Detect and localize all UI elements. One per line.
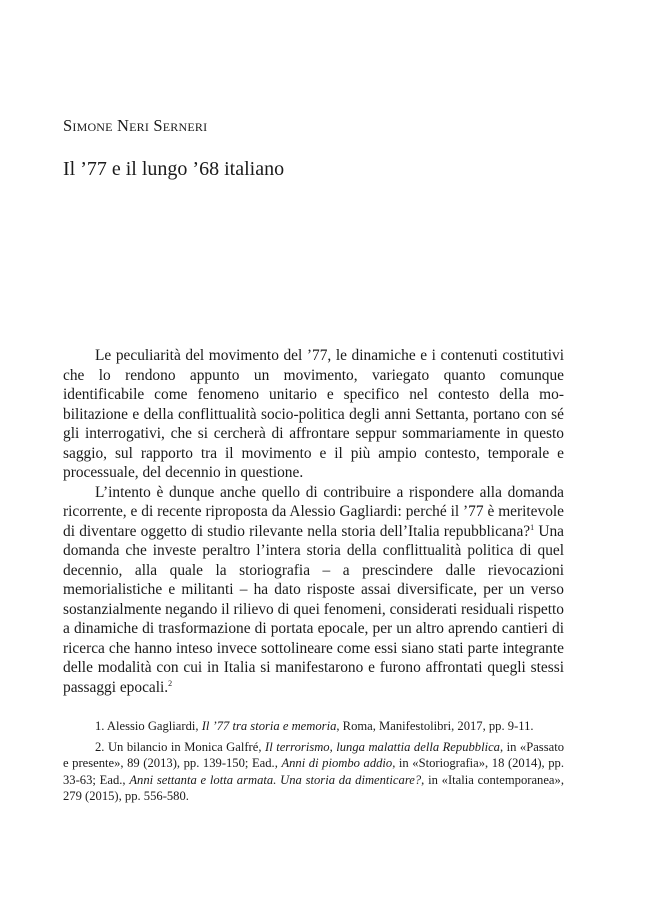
footnote-2-text-a: 2. Un bilancio in Monica Galfré, xyxy=(95,739,265,754)
paragraph-2 xyxy=(63,483,564,698)
footnotes xyxy=(63,718,564,809)
footnote-ref-2[interactable]: 2 xyxy=(168,678,173,688)
footnote-2-text-d: , in «Italia contemporanea», 279 (2015), pp. 556-580. xyxy=(63,772,564,804)
body-text xyxy=(63,346,564,697)
footnote-2-title-3: Anni settanta e lotta armata. Una storia da dimenticare? xyxy=(129,772,422,787)
footnote-2-title-2: Anni di piombo addio, xyxy=(281,756,396,771)
paragraph-2-part-b: Una domanda che investe peraltro l’intera storia della conflittualità politica di quel decennio, alla quale la storiografia – a prescindere dalle rievocazioni memorialistiche e militanti – ha dato risposte assai diversificate, per un verso sostanzialmente negando il rilievo di quei fenomeni, considerati residuali rispetto a dinamiche di trasformazione di portata epocale, per un altro aprendo cantieri di ricerca che hanno inteso invece sottolineare come essi siano stati parte integrante delle modalità con cui in Italia si manifestarono e furono affrontati quegli stessi passaggi epocali. xyxy=(63,522,564,696)
paragraph-2-part-a: L’intento è dunque anche quello di contribuire a rispondere alla domanda ricorrente, e di recente riproposta da Alessio Gagliardi: perché il ’77 è meritevole di diventare oggetto di studio rilevante nella storia dell’Italia repubblicana? xyxy=(63,483,564,540)
footnote-ref-1[interactable]: 1 xyxy=(530,522,535,532)
chapter-title: Il ’77 e il lungo ’68 italiano xyxy=(63,158,285,180)
footnote-2-text-b: , in «Passato e presente», 89 (2013), pp. 139-150; Ead., xyxy=(63,739,564,771)
footnote-2-title-1: Il terrorismo, lunga malattia della Repubblica xyxy=(265,739,500,754)
footnote-2-text-c: in «Storiografia», 18 (2014), pp. 33-63; Ead., xyxy=(63,756,564,787)
footnote-1-text: 1. Alessio Gagliardi, xyxy=(95,719,202,733)
chapter-author: Simone Neri Serneri xyxy=(63,116,208,135)
footnote-2 xyxy=(63,739,564,805)
paragraph-1: Le peculiarità del movimento del ’77, le dinamiche e i contenuti costitutivi che lo rendono appunto un movimento, variegato quanto comunque identificabile come fenomeno unitario e specifico nel contesto della mobilitazione e della conflittualità socio-politica degli anni Settanta, portano con sé gli interrogativi, che si cercherà di affrontare seppur sommariamente in questo saggio, sul rapporto tra il movimento e il più ampio contesto, temporale e processuale, del decennio in questione. xyxy=(63,347,564,481)
footnote-1-source: , Roma, Manifestolibri, 2017, pp. 9-11. xyxy=(336,719,534,733)
footnote-1-title: Il ’77 tra storia e memoria xyxy=(201,719,337,733)
footnote-1 xyxy=(63,718,564,735)
